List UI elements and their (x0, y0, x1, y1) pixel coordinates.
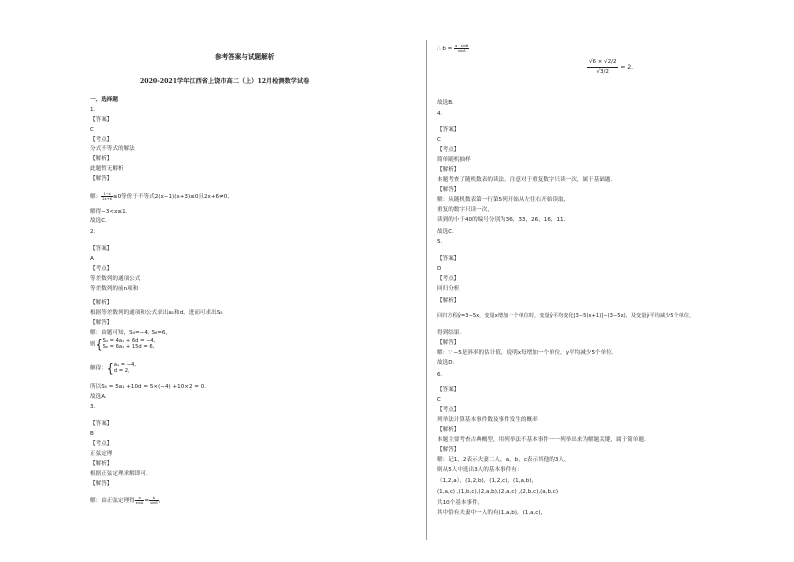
q5-answer: D (437, 266, 442, 272)
q2-jiexi-tag: 【解析】 (90, 300, 113, 306)
q3-eq: = (144, 498, 150, 504)
q5-kaodian-tag: 【考点】 (437, 276, 460, 282)
q1-frac-num: 1−x (101, 192, 113, 197)
q2-kaodian-tag: 【考点】 (90, 266, 113, 272)
q1-jieda-tag: 【解答】 (90, 176, 113, 182)
doc-title: 参考答案与试题解析 (215, 53, 275, 61)
q2-line1: 解：由题可知，S₄=−4, S₆=6， (90, 330, 172, 336)
q3-kaodian-tag: 【考点】 (90, 441, 113, 447)
q1-line3: 故选C. (90, 218, 107, 224)
q2-line6: 故选A. (90, 394, 107, 400)
q6-line1: 解：记1，2表示夫妻二人，a，b，c表示其他的3人， (437, 457, 570, 463)
q2-sys-line1: S₄ = 4a₁ + 6d = −4, (102, 338, 156, 344)
b-fraction (454, 44, 469, 53)
q3-sol-end: ， (158, 498, 165, 504)
q3-end: 故选B. (437, 100, 454, 106)
q3-answer: B (90, 431, 94, 437)
q5-jieda-tag: 【解答】 (437, 340, 460, 346)
q4-jieda-tag: 【解答】 (437, 187, 460, 193)
q2-kaodian1: 等差数列的通项公式 (90, 276, 141, 282)
q4-answer-tag: 【答案】 (437, 127, 460, 133)
left-brace-icon: { (95, 336, 103, 352)
q2-solve-prefix: 解得： (90, 365, 107, 372)
q4-line1: 解：从随机数表第一行第5列开始从左往右开始读取， (437, 197, 570, 203)
q2-jiexi: 根据等差数列的通项和公式求出a₁和d，进而可求出S₅ (90, 310, 223, 316)
q5-jiexi-tag: 【解析】 (437, 298, 460, 304)
q6-number: 6. (437, 372, 443, 378)
q1-answer-tag: 【答案】 (90, 117, 113, 123)
q2-sys-line2: S₆ = 6a₁ + 15d = 6, (102, 344, 155, 350)
q1-sol-rest: ≤0等价于不等式2(x−1)(x+3)≤0且2x+6≠0， (112, 194, 233, 200)
q6-answer-tag: 【答案】 (437, 387, 460, 393)
section-heading: 一、选择题 (90, 97, 118, 103)
q1-number: 1. (90, 107, 96, 113)
q1-jiexi: 此题暂无解析 (90, 166, 124, 172)
q6-line4: (1,a,c) ,(1,b,c),(2,a,b),(2,a,c) ,(2,b,c),(a,b,c) (437, 489, 559, 495)
q3-jiexi: 根据正弦定理求解即可. (90, 471, 148, 477)
q4-line4: 故选C. (437, 229, 454, 235)
q2-system (90, 338, 155, 350)
q5-line1: 解：∵ −5是斜率的估计值，说明x每增加一个单位，y平均减少5个单位. (437, 350, 614, 356)
q4-line3: 读到的小于40的编号分别为36，33，26，16，11. (437, 217, 566, 223)
q3-frac1-den: sinA (135, 501, 144, 505)
q1-kaodian: 分式不等式的解法 (90, 146, 135, 152)
left-brace-icon: { (106, 360, 114, 376)
q3-fraction-b (149, 496, 159, 505)
q6-line2: 则从5人中选出3人的基本事件有： (437, 467, 523, 473)
q6-jiexi-tag: 【解析】 (437, 427, 460, 433)
q2-answer-tag: 【答案】 (90, 246, 113, 252)
q4-line2: 重复的数字只读一次， (437, 207, 493, 213)
column-divider (426, 40, 427, 540)
q4-kaodian: 简单随机抽样 (437, 157, 471, 163)
computation-fraction (587, 58, 618, 77)
q1-frac-den: 2x+6 (102, 197, 112, 201)
q5-kaodian: 回归分析 (437, 286, 460, 292)
q4-jiexi-tag: 【解析】 (437, 167, 460, 173)
q5-jiexi1: 回归方程ŷ=3−5x，变量x增加一个单位时，变量ŷ平均变化[3−5(x+1)]−(3−5x)，及变量ŷ平均减少5个单位， (437, 313, 695, 319)
q2-sys-lines (103, 338, 156, 350)
b-prefix: ∴ b = (437, 46, 453, 52)
q2-solve-line2: d = 2, (113, 368, 130, 374)
q4-kaodian-tag: 【考点】 (437, 147, 460, 153)
q6-kaodian-tag: 【考点】 (437, 407, 460, 413)
q3-fraction-a (135, 496, 145, 505)
q3-jieda-tag: 【解答】 (90, 481, 113, 487)
q3-solution (90, 496, 164, 505)
q3-kaodian: 正弦定理 (90, 451, 113, 457)
q1-kaodian-tag: 【考点】 (90, 137, 113, 143)
q2-solve-line1: a₁ = −4, (113, 362, 136, 368)
q6-kaodian: 列举法计算基本事件数及事件发生的概率 (437, 417, 538, 423)
q4-jiexi: 本题考查了随机数表的读法，注意对于重复数字只读一次，属于基础题. (437, 177, 613, 183)
q6-line3: （1,2,a），(1,2,b)，(1,2,c)，(1,a,b)， (437, 478, 538, 484)
q3-sol-prefix: 解：由正弦定理得 (90, 498, 135, 504)
q3-frac2-den: sinB (150, 501, 158, 505)
doc-subtitle: 2020-2021学年江西省上饶市高二（上）12月检测数学试卷 (140, 78, 310, 85)
q1-jiexi-tag: 【解析】 (90, 156, 113, 162)
q6-answer: C (437, 397, 441, 403)
b-frac-num: a · sinB (455, 44, 469, 48)
q2-answer: A (90, 256, 94, 262)
computation-den: √3/2 (596, 69, 609, 75)
q1-solution (90, 192, 233, 201)
q6-jieda-tag: 【解答】 (437, 447, 460, 453)
q5-answer-tag: 【答案】 (437, 256, 460, 262)
q2-solve-lines (114, 362, 136, 374)
q3-frac1-num: a (135, 496, 145, 501)
q1-line2: 解得−3<x≤1. (90, 209, 128, 215)
q3-computation (587, 58, 633, 77)
q2-number: 2. (90, 229, 96, 235)
q3-frac2-num: b (149, 496, 159, 501)
q3-answer-tag: 【答案】 (90, 421, 113, 427)
q3-number: 3. (90, 404, 96, 410)
q2-solve (90, 362, 136, 374)
q3-jiexi-tag: 【解析】 (90, 461, 113, 467)
q1-fraction (101, 192, 113, 201)
q4-answer: C (437, 137, 441, 143)
q2-jieda-tag: 【解答】 (90, 320, 113, 326)
q5-number: 5. (437, 239, 443, 245)
q1-answer: C (90, 127, 94, 133)
q6-line5: 共10个基本事件， (437, 500, 484, 506)
q5-line2: 故选D. (437, 360, 455, 366)
b-frac-den: sinA (457, 49, 466, 53)
q3-b-formula (437, 44, 469, 53)
q1-sol-prefix: 解： (90, 194, 102, 200)
q6-line6: 其中恰有夫妻中一人的有(1,a,b)，(1,a,c)， (437, 510, 547, 516)
q6-jiexi: 本题主要考查古典概型，用列举法不基本事件一一列举出来为解题关键，属于简单题. (437, 437, 646, 443)
computation-result: = 2. (620, 64, 634, 71)
computation-num: √6 × √2/2 (587, 58, 618, 68)
q5-jiexi2: 得到结果. (437, 330, 462, 336)
q2-kaodian2: 等差数列的前n项和 (90, 286, 139, 292)
q2-sys-prefix: 则 (90, 341, 96, 348)
q2-line5: 所以S₅ = 5a₁ +10d = 5×(−4) +10×2 = 0. (90, 384, 207, 390)
q4-number: 4. (437, 111, 443, 117)
